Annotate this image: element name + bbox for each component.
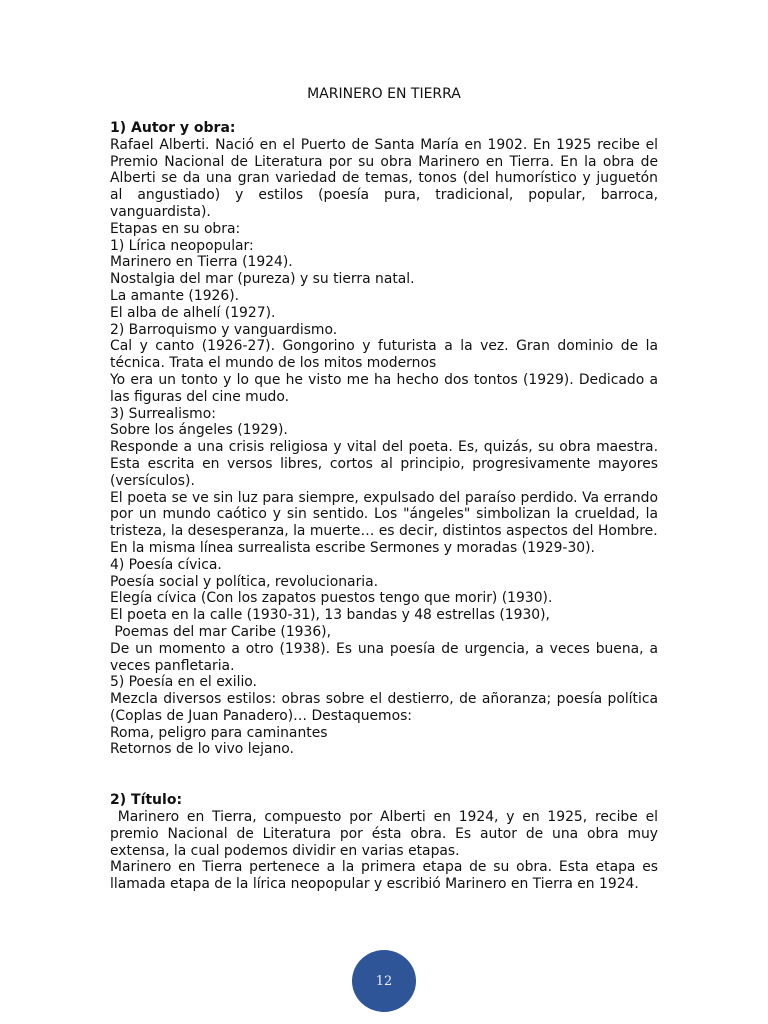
list-line: El poeta en la calle (1930-31), 13 bandas y 48 estrellas (1930), bbox=[110, 607, 550, 624]
list-line: Roma, peligro para caminantes bbox=[110, 724, 328, 741]
section-heading-titulo: 2) Título: bbox=[110, 792, 183, 809]
paragraph: Responde a una crisis religiosa y vital del poeta. Es, quizás, su obra maestra. Esta escrita en versos libres, cortos al principio, progresivamente mayores (versículos). bbox=[110, 439, 658, 489]
paragraph: Cal y canto (1926-27). Gongorino y futurista a la vez. Gran dominio de la técnica. Trata el mundo de los mitos modernos bbox=[110, 338, 658, 372]
list-line: Elegía cívica (Con los zapatos puestos tengo que morir) (1930). bbox=[110, 590, 553, 607]
list-line: Sobre los ángeles (1929). bbox=[110, 422, 288, 439]
list-line: Nostalgia del mar (pureza) y su tierra natal. bbox=[110, 271, 415, 288]
section-spacer bbox=[110, 758, 658, 792]
list-line: Poesía social y política, revolucionaria. bbox=[110, 573, 379, 590]
list-line: Retornos de lo vivo lejano. bbox=[110, 741, 294, 758]
paragraph: Mezcla diversos estilos: obras sobre el destierro, de añoranza; poesía política (Coplas de Juan Panadero)… Destaquemos: bbox=[110, 691, 658, 724]
list-line: 4) Poesía cívica. bbox=[110, 556, 222, 573]
list-line: La amante (1926). bbox=[110, 287, 240, 304]
list-line: Poemas del mar Caribe (1936), bbox=[110, 623, 332, 640]
list-line: Marinero en Tierra (1924). bbox=[110, 254, 293, 271]
list-line: 3) Surrealismo: bbox=[110, 405, 216, 422]
paragraph: Yo era un tonto y lo que he visto me ha hecho dos tontos (1929). Dedicado a las figuras del cine mudo. bbox=[110, 371, 658, 405]
section-heading-autor: 1) Autor y obra: bbox=[110, 120, 236, 136]
paragraph: Marinero en Tierra pertenece a la primera etapa de su obra. Esta etapa es llamada etapa de la lírica neopopular y escribió Marinero en Tierra en 1924. bbox=[110, 859, 658, 893]
paragraph: El poeta se ve sin luz para siempre, expulsado del paraíso perdido. Va errando por un mundo caótico y sin sentido. Los "ángeles" simbolizan la crueldad, la tristeza, la desesperanza, la muerte… es decir, distintos aspectos del Hombre. bbox=[110, 489, 658, 540]
list-line: Etapas en su obra: bbox=[110, 220, 241, 237]
list-line: En la misma línea surrealista escribe Sermones y moradas (1929-30). bbox=[110, 539, 595, 556]
paragraph: Marinero en Tierra, compuesto por Alberti en 1924, y en 1925, recibe el premio Nacional de Literatura por ésta obra. Es autor de una obra muy extensa, la cual podemos dividir en varias etapas. bbox=[110, 809, 663, 859]
list-line: El alba de alhelí (1927). bbox=[110, 304, 276, 321]
page-number-badge bbox=[352, 950, 416, 1012]
paragraph: De un momento a otro (1938). Es una poesía de urgencia, a veces buena, a veces panfletaria. bbox=[110, 640, 658, 674]
list-line: 2) Barroquismo y vanguardismo. bbox=[110, 321, 338, 338]
list-line: 5) Poesía en el exilio. bbox=[110, 674, 257, 691]
document-title: MARINERO EN TIERRA bbox=[307, 86, 461, 102]
paragraph: Rafael Alberti. Nació en el Puerto de Santa María en 1902. En 1925 recibe el Premio Nacional de Literatura por su obra Marinero en Tierra. En la obra de Alberti se da una gran variedad de temas, tonos (del humorístico y juguetón al angustiado) y estilos (poesía pura, tradicional, popular, barroca, vanguardista). bbox=[110, 136, 658, 220]
document-page bbox=[110, 84, 663, 893]
page-number: 12 bbox=[375, 973, 393, 989]
list-line: 1) Lírica neopopular: bbox=[110, 237, 254, 254]
